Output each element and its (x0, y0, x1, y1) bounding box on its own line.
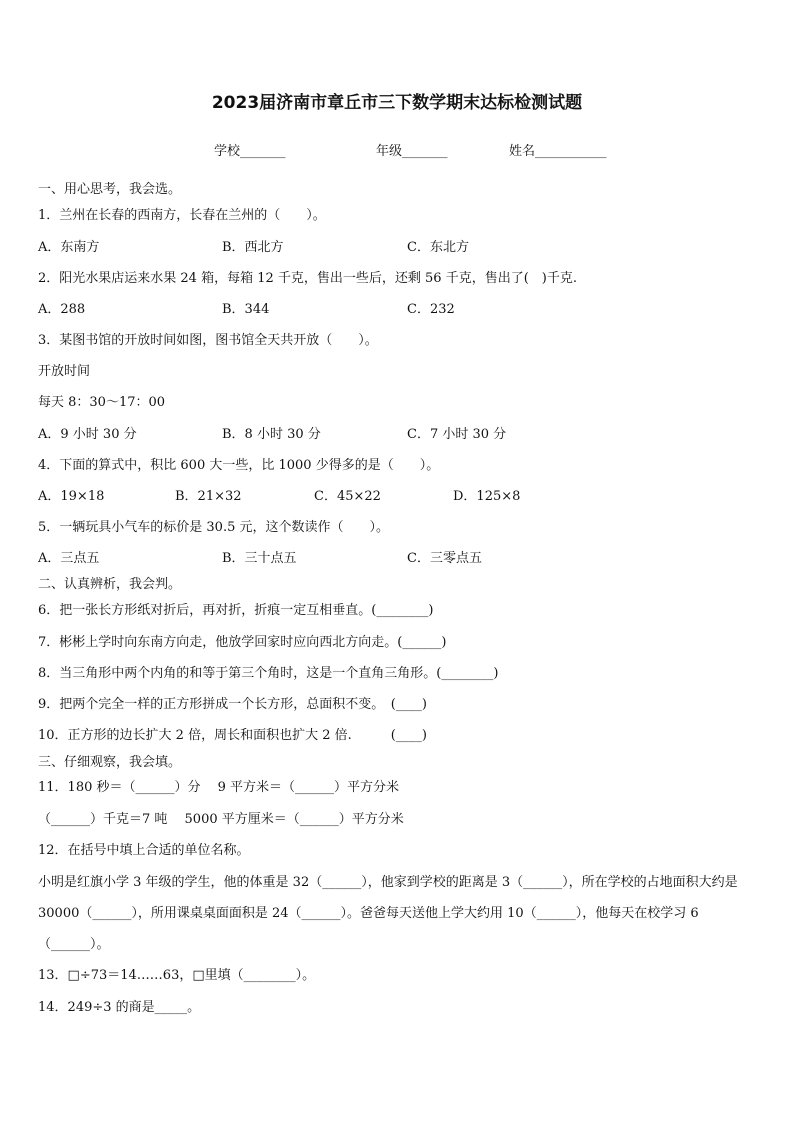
school-field: 学校_______ (214, 144, 286, 159)
question-4: 4．下面的算式中，积比 600 大一些，比 1000 少得多的是（ ）。 (38, 458, 440, 473)
question-3: 3．某图书馆的开放时间如图，图书馆全天共开放（ ）。 (38, 333, 378, 348)
question-11-line-1: 11．180 秒＝（______）分 9 平方米＝（______）平方分米 (38, 780, 400, 795)
question-8: 8．当三角形中两个内角的和等于第三个角时，这是一个直角三角形。(________) (38, 666, 499, 681)
question-10: 10．正方形的边长扩大 2 倍，周长和面积也扩大 2 倍. (____) (38, 728, 427, 743)
question-11-line-2: （______）千克＝7 吨 5000 平方厘米＝（______）平方分米 (38, 812, 404, 827)
section-1-heading: 一、用心思考，我会选。 (38, 182, 182, 197)
q5-option-a: A．三点五 (38, 551, 100, 566)
section-2-heading: 二、认真辨析，我会判。 (38, 577, 182, 592)
q3-opening-hours-label: 开放时间 (38, 364, 91, 379)
q3-option-b: B．8 小时 30 分 (222, 427, 321, 442)
q4-option-d: D．125×8 (453, 489, 521, 504)
question-7: 7．彬彬上学时向东南方向走，他放学回家时应向西北方向走。(______) (38, 635, 447, 650)
question-5: 5．一辆玩具小气车的标价是 30.5 元，这个数读作（ ）。 (38, 520, 389, 535)
q4-option-a: A．19×18 (38, 489, 105, 504)
q3-option-a: A．9 小时 30 分 (38, 427, 137, 442)
q1-option-a: A．东南方 (38, 240, 100, 255)
q4-option-c: C．45×22 (314, 489, 381, 504)
q4-option-b: B．21×32 (175, 489, 242, 504)
question-2: 2．阳光水果店运来水果 24 箱，每箱 12 千克，售出一些后，还剩 56 千克，售出了( )千克. (38, 271, 577, 286)
q5-option-b: B．三十点五 (222, 551, 297, 566)
question-14: 14．249÷3 的商是_____。 (38, 1000, 201, 1015)
question-12: 12．在括号中填上合适的单位名称。 (38, 843, 250, 858)
q2-option-b: B．344 (222, 302, 270, 317)
q1-option-b: B．西北方 (222, 240, 284, 255)
q3-option-c: C．7 小时 30 分 (407, 427, 507, 442)
question-13: 13．□÷73＝14……63，□里填（________）。 (38, 968, 316, 983)
q5-option-c: C．三零点五 (407, 551, 482, 566)
question-6: 6．把一张长方形纸对折后，再对折，折痕一定互相垂直。(________) (38, 603, 434, 618)
page-title: 2023届济南市章丘市三下数学期末达标检测试题 (211, 93, 583, 113)
section-3-heading: 三、仔细观察，我会填。 (38, 755, 182, 770)
question-12-paragraph: 小明是红旗小学 3 年级的学生，他的体重是 32（______），他家到学校的距离是 3（______），所在学校的占地面积大约是 30000（______），所用课桌桌面面积是 24（______）。爸爸每天送他上学大约用 10（______），他每天在校学习 6（______）。 (38, 875, 738, 952)
q1-option-c: C．东北方 (407, 240, 469, 255)
q2-option-a: A．288 (38, 302, 86, 317)
name-field: 姓名___________ (509, 144, 607, 159)
q2-option-c: C．232 (407, 302, 455, 317)
q3-opening-hours: 每天 8：30～17：00 (38, 395, 166, 410)
question-1: 1．兰州在长春的西南方，长春在兰州的（ ）。 (38, 208, 326, 223)
question-9: 9．把两个完全一样的正方形拼成一个长方形，总面积不变。 (____) (38, 697, 427, 712)
grade-field: 年级_______ (376, 144, 448, 159)
